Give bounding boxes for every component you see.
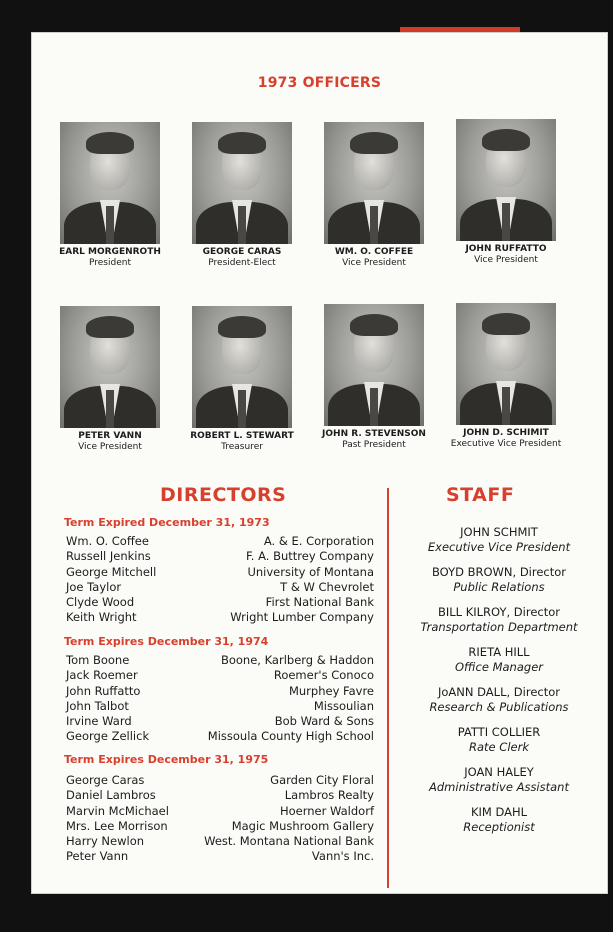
director-name: George Zellick bbox=[66, 729, 150, 744]
director-company: Bob Ward & Sons bbox=[274, 714, 374, 729]
officer-photo bbox=[60, 306, 160, 428]
staff-role: Rate Clerk bbox=[469, 740, 529, 754]
officer-card bbox=[308, 304, 440, 450]
brochure-page bbox=[32, 33, 607, 893]
director-list bbox=[66, 653, 374, 745]
director-company: A. & E. Corporation bbox=[263, 534, 374, 548]
staff-name: JOAN HALEY bbox=[464, 765, 534, 779]
staff-name: JoANN DALL, Director bbox=[438, 685, 560, 699]
director-name: Mrs. Lee Morrison bbox=[66, 818, 168, 833]
director-company: Murphey Favre bbox=[288, 683, 374, 698]
director-name: Peter Vann bbox=[66, 849, 129, 864]
column-divider bbox=[387, 488, 389, 888]
director-company: West. Montana National Bank bbox=[204, 834, 374, 849]
staff-name: PATTI COLLIER bbox=[457, 725, 541, 739]
director-row bbox=[66, 788, 374, 803]
staff-name: BOYD BROWN, Director bbox=[431, 565, 567, 579]
director-row bbox=[66, 804, 374, 819]
staff-role: Office Manager bbox=[454, 660, 543, 674]
directors-heading: DIRECTORS bbox=[160, 484, 287, 506]
officer-photo bbox=[192, 306, 292, 428]
officer-title: Vice President bbox=[342, 258, 406, 268]
officer-card bbox=[440, 119, 572, 265]
officer-title: Executive Vice President bbox=[450, 439, 562, 449]
director-name: Wm. O. Coffee bbox=[66, 534, 149, 548]
officer-photo bbox=[456, 119, 556, 241]
staff-role: Transportation Department bbox=[420, 620, 578, 634]
officer-name: JOHN RUFFATTO bbox=[465, 244, 547, 254]
director-row bbox=[66, 819, 374, 834]
director-list bbox=[66, 534, 374, 626]
director-name: John Talbot bbox=[66, 698, 129, 713]
staff-name: RIETA HILL bbox=[468, 645, 530, 659]
director-name: Irvine Ward bbox=[66, 714, 132, 729]
officer-title: Vice President bbox=[474, 255, 538, 265]
director-name: Marvin McMichael bbox=[66, 803, 169, 818]
staff-member bbox=[394, 765, 604, 795]
director-company: Wright Lumber Company bbox=[230, 610, 374, 625]
director-company: Garden City Floral bbox=[270, 773, 374, 787]
director-name: Daniel Lambros bbox=[66, 788, 156, 803]
officer-card bbox=[308, 122, 440, 268]
staff-role: Public Relations bbox=[453, 580, 545, 594]
director-company: Missoula County High School bbox=[207, 729, 374, 744]
director-row bbox=[66, 849, 374, 864]
director-name: George Mitchell bbox=[66, 564, 157, 579]
officer-name: WM. O. COFFEE bbox=[334, 247, 414, 257]
staff-heading: STAFF bbox=[446, 484, 515, 506]
director-company: Vann's Inc. bbox=[311, 849, 374, 864]
director-row bbox=[66, 565, 374, 580]
director-company: Roemer's Conoco bbox=[273, 668, 374, 683]
director-company: University of Montana bbox=[247, 564, 374, 579]
officer-name: JOHN D. SCHIMIT bbox=[463, 428, 549, 438]
staff-member bbox=[394, 605, 604, 635]
staff-list bbox=[394, 525, 604, 845]
director-row bbox=[66, 729, 374, 744]
officer-name: PETER VANN bbox=[78, 431, 142, 441]
director-list bbox=[66, 773, 374, 865]
officer-name: ROBERT L. STEWART bbox=[190, 431, 294, 441]
director-name: Clyde Wood bbox=[66, 595, 135, 610]
director-row bbox=[66, 773, 374, 788]
staff-role: Receptionist bbox=[463, 820, 535, 834]
director-company: Lambros Realty bbox=[284, 788, 374, 803]
officer-title: President bbox=[89, 258, 131, 268]
staff-member bbox=[394, 525, 604, 555]
director-name: Joe Taylor bbox=[66, 579, 122, 594]
director-row bbox=[66, 834, 374, 849]
director-name: Jack Roemer bbox=[66, 668, 138, 683]
officer-name: JOHN R. STEVENSON bbox=[322, 429, 426, 439]
officer-card bbox=[44, 122, 176, 268]
officer-card bbox=[176, 122, 308, 268]
staff-name: BILL KILROY, Director bbox=[437, 605, 561, 619]
director-row bbox=[66, 714, 374, 729]
officer-card bbox=[176, 306, 308, 452]
officer-photo bbox=[324, 122, 424, 244]
term-heading: Term Expired December 31, 1973 bbox=[64, 516, 270, 529]
officer-photo bbox=[456, 303, 556, 425]
director-name: George Caras bbox=[66, 773, 145, 787]
staff-member bbox=[394, 725, 604, 755]
officer-card bbox=[440, 303, 572, 449]
officer-name: GEORGE CARAS bbox=[202, 247, 282, 257]
director-row bbox=[66, 699, 374, 714]
staff-member bbox=[394, 645, 604, 675]
director-name: Russell Jenkins bbox=[66, 549, 151, 564]
staff-name: JOHN SCHMIT bbox=[460, 525, 538, 539]
director-company: F. A. Buttrey Company bbox=[246, 549, 374, 564]
term-heading: Term Expires December 31, 1974 bbox=[64, 635, 269, 648]
staff-role: Research & Publications bbox=[429, 700, 569, 714]
officer-photo bbox=[60, 122, 160, 244]
director-name: Tom Boone bbox=[66, 653, 130, 667]
staff-role: Administrative Assistant bbox=[429, 780, 569, 794]
director-row bbox=[66, 580, 374, 595]
director-name: John Ruffatto bbox=[66, 683, 141, 698]
director-company: Boone, Karlberg & Haddon bbox=[220, 653, 374, 667]
director-company: Missoulian bbox=[313, 698, 374, 713]
officer-card bbox=[44, 306, 176, 452]
director-name: Keith Wright bbox=[66, 610, 137, 625]
staff-name: KIM DAHL bbox=[470, 805, 528, 819]
director-row bbox=[66, 610, 374, 625]
officer-title: Past President bbox=[342, 440, 406, 450]
staff-member bbox=[394, 685, 604, 715]
officer-photo bbox=[324, 304, 424, 426]
officer-title: Treasurer bbox=[221, 442, 263, 452]
staff-role: Executive Vice President bbox=[427, 540, 571, 554]
director-name: Harry Newlon bbox=[66, 834, 145, 849]
director-company: First National Bank bbox=[265, 595, 374, 610]
director-row bbox=[66, 534, 374, 549]
page-title: 1973 OFFICERS bbox=[257, 75, 382, 91]
director-row bbox=[66, 595, 374, 610]
officer-title: President-Elect bbox=[208, 258, 276, 268]
officer-name: EARL MORGENROTH bbox=[59, 247, 161, 257]
director-company: T & W Chevrolet bbox=[280, 579, 374, 594]
director-row bbox=[66, 653, 374, 668]
director-company: Hoerner Waldorf bbox=[279, 803, 374, 818]
director-company: Magic Mushroom Gallery bbox=[231, 818, 374, 833]
director-row bbox=[66, 668, 374, 683]
staff-member bbox=[394, 565, 604, 595]
staff-member bbox=[394, 805, 604, 835]
officer-photo bbox=[192, 122, 292, 244]
term-heading: Term Expires December 31, 1975 bbox=[64, 753, 269, 766]
director-row bbox=[66, 684, 374, 699]
director-row bbox=[66, 549, 374, 564]
officer-title: Vice President bbox=[78, 442, 142, 452]
